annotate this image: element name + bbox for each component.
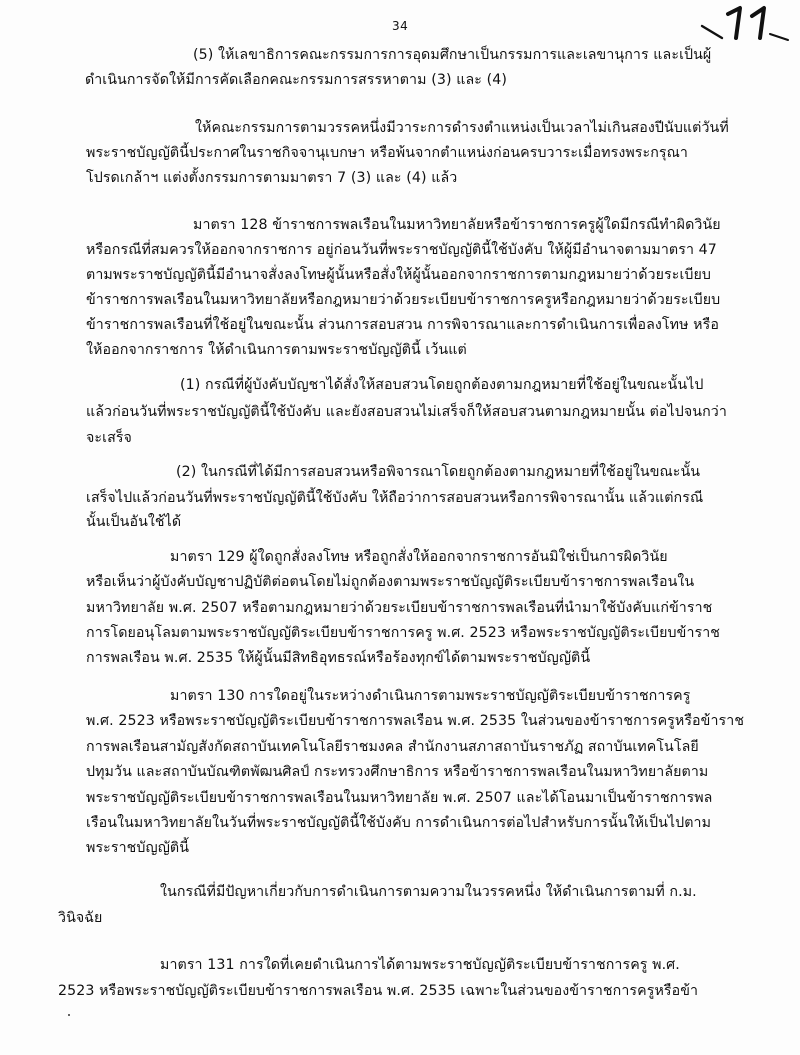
text-line: นั้นเป็นอันใช้ได้	[86, 514, 182, 530]
text-line: มาตรา 128 ข้าราชการพลเรือนในมหาวิทยาลัยหรือข้าราชการครูผู้ใดมีกรณีทำผิดวินัย	[193, 217, 721, 233]
text-line: (2) ในกรณีที่ได้มีการสอบสวนหรือพิจารณาโดยถูกต้องตามกฎหมายที่ใช้อยู่ในขณะนั้น	[176, 464, 701, 480]
text-line: โปรดเกล้าฯ แต่งตั้งกรรมการตามมาตรา 7 (3) และ (4) แล้ว	[86, 170, 458, 186]
handwritten-page-mark	[700, 4, 796, 44]
text-line: ให้คณะกรรมการตามวรรคหนึ่งมีวาระการดำรงตำแหน่งเป็นเวลาไม่เกินสองปีนับแต่วันที่	[195, 120, 729, 136]
text-line: หรือกรณีที่สมควรให้ออกจากราชการ อยู่ก่อนวันที่พระราชบัญญัตินี้ใช้บังคับ ให้ผู้มีอำนาจตามมาตรา 47	[86, 242, 717, 258]
text-line: การโดยอนุโลมตามพระราชบัญญัติระเบียบข้าราชการครู พ.ศ. 2523 หรือพระราชบัญญัติระเบียบข้าราช	[86, 625, 721, 641]
text-line: พระราชบัญญัตินี้ประกาศในราชกิจจานุเบกษา หรือพ้นจากตำแหน่งก่อนครบวาระเมื่อทรงพระกรุณา	[86, 145, 688, 161]
text-line: การพลเรือนสามัญสังกัดสถาบันเทคโนโลยีราชมงคล สำนักงานสภาสถาบันราชภัฏ สถาบันเทคโนโลยี	[86, 739, 699, 755]
text-line: เสร็จไปแล้วก่อนวันที่พระราชบัญญัตินี้ใช้บังคับ ให้ถือว่าการสอบสวนหรือการพิจารณานั้น แล้วแต่กรณี	[86, 490, 704, 506]
text-line: มหาวิทยาลัย พ.ศ. 2507 หรือตามกฎหมายว่าด้วยระเบียบข้าราชการพลเรือนที่นำมาใช้บังคับแก่ข้าราช	[86, 600, 713, 616]
text-line: พ.ศ. 2523 หรือพระราชบัญญัติระเบียบข้าราชการพลเรือน พ.ศ. 2535 ในส่วนของข้าราชการครูหรือข้าราช	[86, 713, 745, 729]
text-line: ตามพระราชบัญญัตินี้มีอำนาจสั่งลงโทษผู้นั้นหรือสั่งให้ผู้นั้นออกจากราชการตามกฎหมายว่าด้วยระเบียบ	[86, 267, 712, 283]
text-line: (5) ให้เลขาธิการคณะกรรมการการอุดมศึกษาเป็นกรรมการและเลขานุการ และเป็นผู้	[193, 47, 712, 63]
text-line: มาตรา 129 ผู้ใดถูกสั่งลงโทษ หรือถูกสั่งให้ออกจากราชการอันมิใช่เป็นการผิดวินัย	[170, 549, 668, 565]
text-line: มาตรา 131 การใดที่เคยดำเนินการได้ตามพระราชบัญญัติระเบียบข้าราชการครู พ.ศ.	[160, 957, 680, 973]
text-line: แล้วก่อนวันที่พระราชบัญญัตินี้ใช้บังคับ และยังสอบสวนไม่เสร็จก็ให้สอบสวนตามกฎหมายนั้น ต่อไปจนกว่า	[86, 404, 727, 420]
text-line: วินิจฉัย	[58, 910, 103, 926]
text-line: มาตรา 130 การใดอยู่ในระหว่างดำเนินการตามพระราชบัญญัติระเบียบข้าราชการครู	[170, 688, 691, 704]
text-line: ให้ออกจากราชการ ให้ดำเนินการตามพระราชบัญญัตินี้ เว้นแต่	[86, 342, 467, 358]
text-line: พระราชบัญญัตินี้	[86, 840, 190, 856]
text-line: ข้าราชการพลเรือนที่ใช้อยู่ในขณะนั้น ส่วนการสอบสวน การพิจารณาและการดำเนินการเพื่อลงโทษ หรือ	[86, 317, 719, 333]
text-line: การพลเรือน พ.ศ. 2535 ให้ผู้นั้นมีสิทธิอุทธรณ์หรือร้องทุกข์ได้ตามพระราชบัญญัตินี้	[86, 650, 591, 666]
text-line: พระราชบัญญัติระเบียบข้าราชการพลเรือนในมหาวิทยาลัย พ.ศ. 2507 และได้โอนมาเป็นข้าราชการพล	[86, 790, 713, 806]
text-line: หรือเห็นว่าผู้บังคับบัญชาปฏิบัติต่อตนโดยไม่ถูกต้องตามพระราชบัญญัติระเบียบข้าราชการพลเรือนใน	[86, 574, 695, 590]
text-line: ข้าราชการพลเรือนในมหาวิทยาลัยหรือกฎหมายว่าด้วยระเบียบข้าราชการครูหรือกฎหมายว่าด้วยระเบียบ	[86, 292, 721, 308]
text-line: จะเสร็จ	[86, 430, 132, 446]
page-number: 34	[392, 19, 409, 33]
text-line: ปทุมวัน และสถาบันบัณฑิตพัฒนศิลป์ กระทรวงศึกษาธิการ หรือข้าราชการพลเรือนในมหาวิทยาลัยตาม	[86, 764, 709, 780]
scan-speck	[68, 1014, 70, 1016]
text-line: (1) กรณีที่ผู้บังคับบัญชาได้สั่งให้สอบสวนโดยถูกต้องตามกฎหมายที่ใช้อยู่ในขณะนั้นไป	[180, 377, 704, 393]
text-line: 2523 หรือพระราชบัญญัติระเบียบข้าราชการพลเรือน พ.ศ. 2535 เฉพาะในส่วนของข้าราชการครูหรือข้า	[58, 983, 699, 999]
text-line: เรือนในมหาวิทยาลัยในวันที่พระราชบัญญัตินี้ใช้บังคับ การดำเนินการต่อไปสำหรับการนั้นให้เป็นไปตาม	[86, 815, 712, 831]
text-line: ในกรณีที่มีปัญหาเกี่ยวกับการดำเนินการตามความในวรรคหนึ่ง ให้ดำเนินการตามที่ ก.ม.	[160, 884, 697, 900]
text-line: ดำเนินการจัดให้มีการคัดเลือกคณะกรรมการสรรหาตาม (3) และ (4)	[85, 72, 507, 88]
